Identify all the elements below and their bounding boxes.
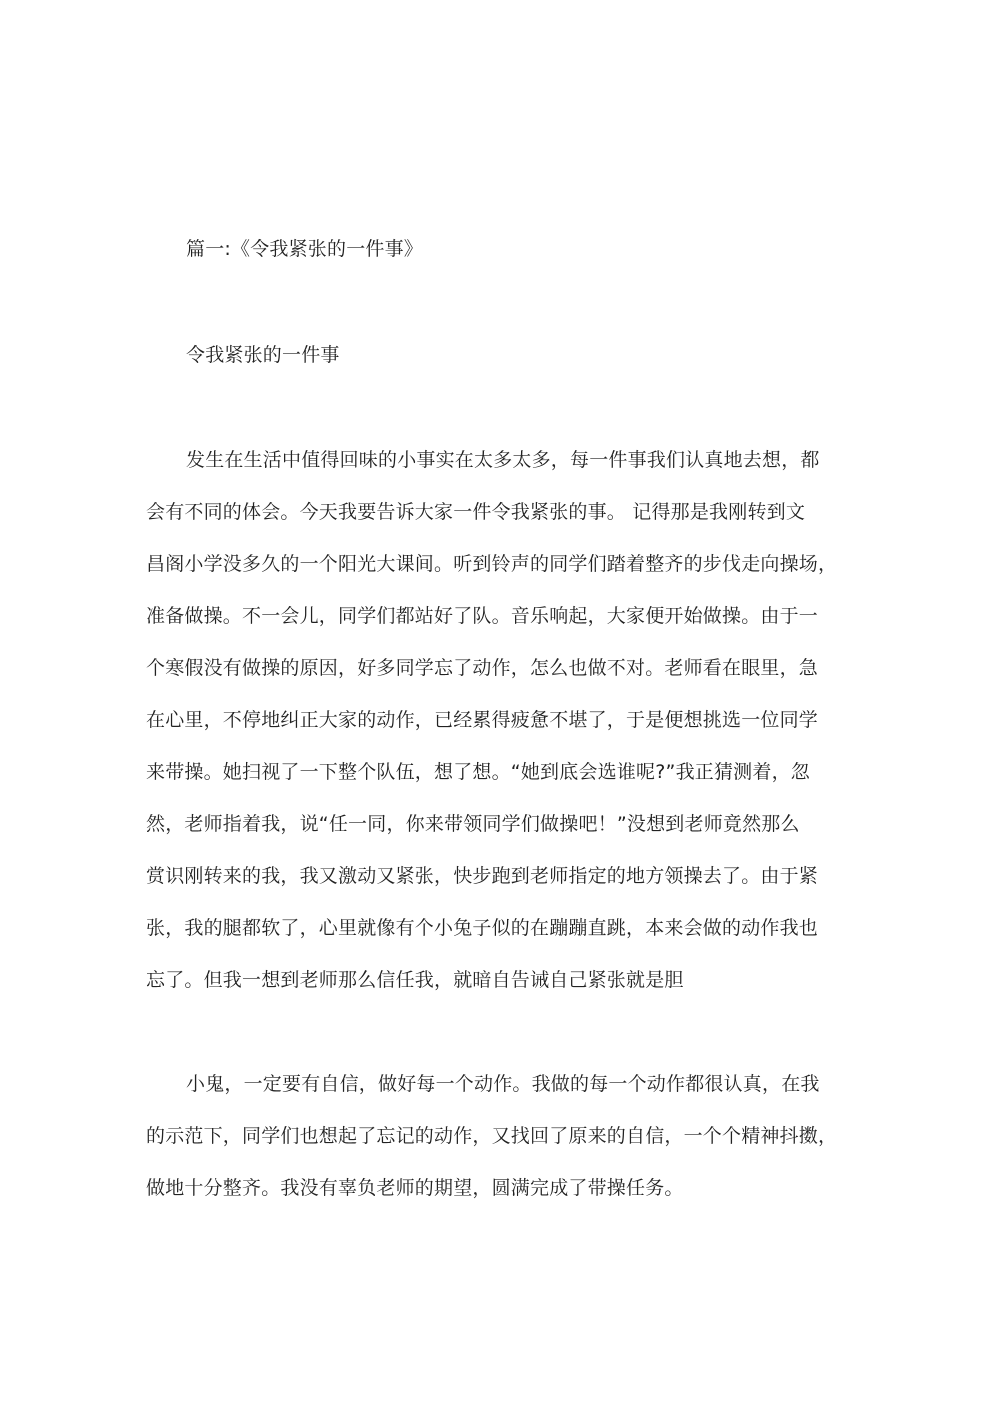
paragraph-line: 做地十分整齐。我没有辜负老师的期望，圆满完成了带操任务。 [146,1177,684,1199]
paragraph-line: 然，老师指着我，说“任一同，你来带领同学们做操吧！”没想到老师竟然那么 [146,813,800,835]
paragraph-line: 会有不同的体会。今天我要告诉大家一件令我紧张的事。 记得那是我刚转到文 [146,501,806,523]
paragraph-line: 准备做操。不一会儿，同学们都站好了队。音乐响起，大家便开始做操。由于一 [146,605,819,627]
paragraph-line: 发生在生活中值得回味的小事实在太多太多，每一件事我们认真地去想，都 [186,449,820,471]
paragraph-line: 个寒假没有做操的原因，好多同学忘了动作，怎么也做不对。老师看在眼里，急 [146,657,819,679]
paragraph-line: 忘了。但我一想到老师那么信任我，就暗自告诫自己紧张就是胆 [146,969,684,991]
paragraph-line: 昌阁小学没多久的一个阳光大课间。听到铃声的同学们踏着整齐的步伐走向操场， [146,553,838,575]
paragraph-line: 张，我的腿都软了，心里就像有个小兔子似的在蹦蹦直跳，本来会做的动作我也 [146,917,819,939]
paragraph-line: 小鬼，一定要有自信，做好每一个动作。我做的每一个动作都很认真，在我 [186,1073,820,1095]
paragraph-line: 的示范下，同学们也想起了忘记的动作，又找回了原来的自信，一个个精神抖擞， [146,1125,838,1147]
paragraph-line: 来带操。她扫视了一下整个队伍，想了想。“她到底会选谁呢?”我正猜测着，忽 [146,761,810,783]
paragraph-line: 赏识刚转来的我，我又激动又紧张，快步跑到老师指定的地方领操去了。由于紧 [146,865,819,887]
essay-title: 令我紧张的一件事 [186,344,340,366]
section-heading: 篇一:《令我紧张的一件事》 [186,238,424,260]
paragraph-line: 在心里，不停地纠正大家的动作，已经累得疲惫不堪了，于是便想挑选一位同学 [146,709,819,731]
